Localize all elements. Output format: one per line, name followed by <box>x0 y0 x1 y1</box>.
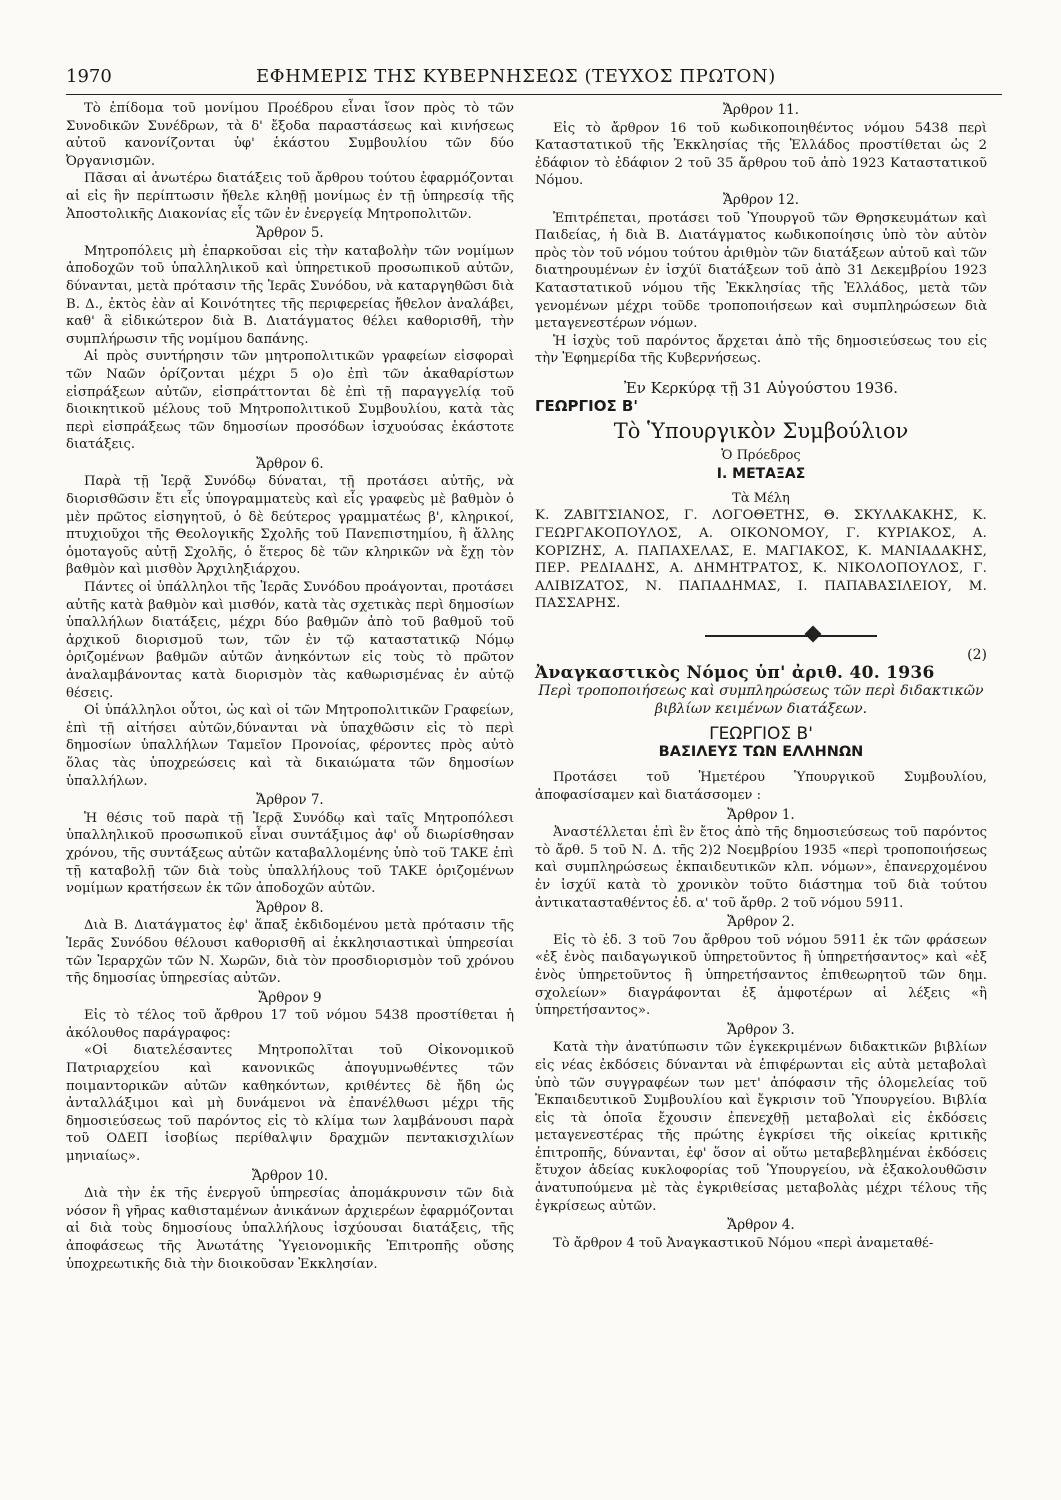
page-header <box>66 64 1002 95</box>
king-signature: ΓΕΩΡΓΙΟΣ Β' <box>535 396 638 415</box>
paragraph: Αἱ πρὸς συντήρησιν τῶν μητροπολιτικῶν γραφείων εἰσφοραὶ τῶν Ναῶν ὁρίζονται μέχρι 5 ο)ο ἐπὶ τῶν ἀκαθαρίστων εἰσπράξεων αὐτῶν, εἰσπράττονται δὲ ἐπὶ τῇ παραγγελίᾳ τοῦ διοικητικοῦ μέλους τοῦ Μητροπολιτικοῦ Συμβουλίου, κατὰ τὰς περὶ εἰσπράξεως τῶν δημοσίων προσόδων ἰσχυούσας ἑκάστοτε διατάξεις. <box>66 349 514 453</box>
article-heading: Ἄρθρον 4. <box>727 1217 795 1234</box>
council-title: Τὸ Ὑπουργικὸν Συμβούλιον <box>613 419 909 444</box>
members-list: Κ. ΖΑΒΙΤΣΙΑΝΟΣ, Γ. ΛΟΓΟΘΕΤΗΣ, Θ. ΣΚΥΛΑΚΑΚΗΣ, Κ. ΓΕΩΡΓΑΚΟΠΟΥΛΟΣ, Α. ΟΙΚΟΝΟΜΟΥ, Γ. ΚΥΡΙΑΚΟΣ, Α. ΚΟΡΙΖΗΣ, Α. ΠΑΠΑΧΕΛΑΣ, Ε. ΜΑΓΙΑΚΟΣ, Κ. ΜΑΝΙΑΔΑΚΗΣ, ΠΕΡ. ΡΕΔΙΑΔΗΣ, Α. ΔΗΜΗΤΡΑΤΟΣ, Κ. ΝΙΚΟΛΟΠΟΥΛΟΣ, Γ. ΑΛΙΒΙΖΑΤΟΣ, Ν. ΠΑΠΑΔΗΜΑΣ, Ι. ΠΑΠΑΒΑΣΙΛΕΙΟΥ, Μ. ΠΑΣΣΑΡΗΣ. <box>535 508 987 612</box>
paragraph: Πᾶσαι αἱ ἀνωτέρω διατάξεις τοῦ ἄρθρου τούτου ἐφαρμόζονται αἱ εἰς ἣν περίπτωσιν ἤθελε κληθῇ μονίμως ἐν τῇ ὑπηρεσίᾳ τῆς Ἀποστολικῆς Διακονίας εἷς τῶν ἐν ἐνεργείᾳ Μητροπολιτῶν. <box>66 171 514 222</box>
right-column <box>535 100 987 1252</box>
paragraph: Διὰ Β. Διατάγματος ἐφ' ἅπαξ ἐκδιδομένου μετὰ πρότασιν τῆς Ἱερᾶς Συνόδου θέλουσι καθορισθῆ αἱ ἐκκλησιαστικαὶ ὑπηρεσίαι τῶν Ἱεραρχῶν τῶν Ν. Χωρῶν, διὰ τὸν προσδιορισμὸν τοῦ χρόνου τῆς δημοσίας ὑπηρεσίας αὐτῶν. <box>66 918 514 987</box>
article-heading: Ἄρθρον 12. <box>722 191 799 208</box>
president-label: Ὁ Πρόεδρος <box>721 447 801 463</box>
paragraph: Εἰς τὸ τέλος τοῦ ἄρθρου 17 τοῦ νόμου 5438 προστίθεται ἡ ἀκόλουθος παράγραφος: <box>66 1008 514 1041</box>
paragraph: Οἱ ὑπάλληλοι οὗτοι, ὡς καὶ οἱ τῶν Μητροπολιτικῶν Γραφείων, ἐπὶ τῇ αἰτήσει αὐτῶν,δύνανται νὰ ὑπαχθῶσιν εἰς τὸ περὶ δημοσίων ὑπαλλήλων Ταμεῖον Προνοίας, φέροντες πρὸς αὐτὸ ὅλας τὰς ὑποχρεώσεις καὶ τὰ δικαιώματα τῶν δημοσίων ὑπαλλήλων. <box>66 703 514 789</box>
king-title: ΒΑΣΙΛΕΥΣ ΤΩΝ ΕΛΛΗΝΩΝ <box>658 743 864 760</box>
article-heading: Ἄρθρον 11. <box>722 102 799 118</box>
paragraph: Παρὰ τῇ Ἱερᾷ Συνόδῳ δύναται, τῇ προτάσει αὐτῆς, νὰ διορισθῶσιν ἔτι εἷς ὑπογραμματεὺς καὶ εἷς γραφεὺς μὲ βαθμὸν ὁ μὲν πρῶτος εἰσηγητοῦ, ὁ δὲ δεύτερος γραμματέως β', κληρικοί, πτυχιοῦχοι τῆς Θεολογικῆς Σχολῆς τοῦ Πανεπιστημίου, ἢ ἄλλης ὁμοταγοῦς αὐτῇ Σχολῆς, ὁ ἕτερος δὲ τῶν κληρικῶν νὰ ἔχῃ τὸν βαθμὸν καὶ μισθὸν Ἀρχιληξιάρχου. <box>66 474 514 578</box>
paragraph: Διὰ τὴν ἐκ τῆς ἐνεργοῦ ὑπηρεσίας ἀπομάκρυνσιν τῶν διὰ νόσον ἢ γῆρας καθισταμένων ἀνικάνων ἀρχιερέων ἐφαρμόζονται αἱ διὰ τοὺς δημοσίους ὑπαλλήλους ἰσχύουσαι διατάξεις, τῆς ἀποφάσεως τῆς Ἀνωτάτης Ὑγειονομικῆς Ἐπιτροπῆς οὔσης ὑποχρεωτικῆς διὰ τὴν διοικοῦσαν Ἐκκλησίαν. <box>66 1186 514 1272</box>
page-number: 1970 <box>66 66 112 87</box>
paragraph: Μητροπόλεις μὴ ἐπαρκοῦσαι εἰς τὴν καταβολὴν τῶν νομίμων ἀποδοχῶν τοῦ ὑπαλληλικοῦ καὶ ὑπηρετικοῦ προσωπικοῦ αὐτῶν, δύνανται, μετὰ πρότασιν τῆς Ἱερᾶς Συνόδου, νὰ καταργηθῶσι διὰ Β. Δ., ἐκτὸς ἐὰν αἱ Κοινότητες τῆς περιφερείας ἤθελον ἀναλάβει, καθ' ἃ εἰδικώτερον διὰ Β. Διατάγματος θέλει καθορισθῆ, τὴν συμπλήρωσιν τῆς νομίμου δαπάνης. <box>66 243 514 347</box>
article-heading: Ἄρθρον 3. <box>727 1021 795 1038</box>
law-title: Ἀναγκαστικὸς Νόμος ὑπ' ἀριθ. 40. 1936 <box>535 662 935 683</box>
place-date: Ἐν Κερκύρᾳ τῇ 31 Αὐγούστου 1936. <box>623 378 899 397</box>
law-sequence-number: (2) <box>967 647 987 664</box>
paragraph: Προτάσει τοῦ Ἡμετέρου Ὑπουργικοῦ Συμβουλίου, ἀποφασίσαμεν καὶ διατάσσομεν : <box>535 770 987 803</box>
diamond-ornament-icon <box>805 626 822 643</box>
king-heading: ΓΕΩΡΓΙΟΣ Β' <box>709 724 813 745</box>
paragraph: Κατὰ τὴν ἀνατύπωσιν τῶν ἐγκεκριμένων διδακτικῶν βιβλίων εἰς νέας ἐκδόσεις δύνανται νὰ ἐπιφέρωνται εἰς αὐτὰ μεταβολαὶ ὑπὸ τῶν συγγραφέων των μετ' ἀπόφασιν τῆς ὁλομελείας τοῦ Ἐκπαιδευτικοῦ Συμβουλίου καὶ ἔγκρισιν τοῦ Ὑπουργείου. Βιβλία εἰς τὰ ὁποῖα ἔχουσιν ἐπενεχθῇ μεταβολαὶ εἰς ἐκδόσεις μεταγενεστέρας τῆς πρώτης ἐγκρίσει τῆς οἰκείας κριτικῆς ἐπιτροπῆς, δύνανται, ἐφ' ὅσον αἱ οὕτω μεταβεβλημέναι ἐκδόσεις ἔτυχον ἀδείας κυκλοφορίας τοῦ Ὑπουργείου, νὰ ἐξακολουθῶσιν ἀνατυπούμενα μὲ τὰς ἐγκριθείσας μεταβολὰς μέχρι τέλους τῆς ἐγκρίσεως αὐτῶν. <box>535 1040 987 1214</box>
paragraph: Ἀναστέλλεται ἐπὶ ἓν ἔτος ἀπὸ τῆς δημοσιεύσεως τοῦ παρόντος τὸ ἄρθ. 5 τοῦ Ν. Δ. τῆς 2)2 Νοεμβρίου 1935 «περὶ τροποποιήσεως καὶ συμπληρώσεως ἐκπαιδευτικῶν κλπ. νόμων», ἐπανερχομένου ἐν ἰσχύϊ κατὰ τὸ χρονικὸν τοῦτο διάστημα τοῦ διὰ τούτου ἀντικατασταθέντος ἐδ. α' τοῦ ἄρθρ. 2 τοῦ νόμου 5911. <box>535 825 987 911</box>
article-heading: Ἄρθρον 2. <box>727 914 795 931</box>
article-heading: Ἄρθρον 6. <box>256 455 324 472</box>
law-subtitle: Περὶ τροποποιήσεως καὶ συμπληρώσεως τῶν περὶ διδακτικῶν βιβλίων κειμένων διατάξεων. <box>538 683 984 718</box>
left-column <box>66 100 514 1273</box>
paragraph: Τὸ ἐπίδομα τοῦ μονίμου Προέδρου εἶναι ἴσον πρὸς τὸ τῶν Συνοδικῶν Συνέδρων, τὰ δ' ἔξοδα παραστάσεως καὶ κινήσεως αὐτοῦ κανονίζονται ὑφ' ἑκάστου Συμβουλίου τῶν δύο Ὀργανισμῶν. <box>66 101 514 169</box>
president-name: Ι. ΜΕΤΑΞΑΣ <box>716 466 806 483</box>
article-heading: Ἄρθρον 5. <box>256 225 324 242</box>
paragraph: Εἰς τὸ ἐδ. 3 τοῦ 7ου ἄρθρου τοῦ νόμου 5911 ἐκ τῶν φράσεων «ἐξ ἑνὸς παιδαγωγικοῦ ὑπηρετοῦντος ἢ ὑπηρετήσαντος» καὶ «ἐξ ἑνὸς ὑπηρετοῦντος ἢ ὑπηρετήσαντος ἐπιθεωρητοῦ τῶν δημ. σχολείων» διαγράφονται ἐξ ἀμφοτέρων αἱ λέξεις «ἢ ὑπηρετήσαντος». <box>535 932 987 1019</box>
paragraph: Εἰς τὸ ἄρθρον 16 τοῦ κωδικοποιηθέντος νόμου 5438 περὶ Καταστατικοῦ τῆς Ἐκκλησίας τῆς Ἑλλάδος προστίθεται ὡς 2 ἐδάφιον τὸ ἐδάφιον 2 τοῦ 35 ἄρθρου τοῦ ἀπὸ 1923 Καταστατικοῦ Νόμου. <box>535 120 987 189</box>
paragraph: Ἡ θέσις τοῦ παρὰ τῇ Ἱερᾷ Συνόδῳ καὶ ταῖς Μητροπόλεσι ὑπαλληλικοῦ προσωπικοῦ εἶναι συντάξιμος ἀφ' οὗ διωρίσθησαν χρόνου, τῆς συντάξεως αὐτῶν καταβαλλομένης ὑπὸ τοῦ ΤΑΚΕ ἐπὶ τῇ καταβολῇ τῶν διὰ τοὺς ὑπαλλήλους τοῦ ΤΑΚΕ ὁριζομένων νομίμων κρατήσεων ἐκ τῶν ἀποδοχῶν αὐτῶν. <box>66 810 514 897</box>
article-heading: Ἄρθρον 9 <box>258 989 322 1006</box>
paragraph: Τὸ ἄρθρον 4 τοῦ Ἀναγκαστικοῦ Νόμου «περὶ ἀναμεταθέ- <box>553 1235 934 1251</box>
gazette-title: ΕΦΗΜΕΡΙΣ ΤΗΣ ΚΥΒΕΡΝΗΣΕΩΣ (ΤΕΥΧΟΣ ΠΡΩΤΟΝ) <box>256 66 776 87</box>
divider-line <box>705 635 877 637</box>
article-heading: Ἄρθρον 10. <box>251 1167 328 1184</box>
paragraph: Πάντες οἱ ὑπάλληλοι τῆς Ἱερᾶς Συνόδου προάγονται, προτάσει αὐτῆς κατὰ βαθμὸν καὶ μισθόν, κατὰ τὰς σχετικὰς περὶ δημοσίων ὑπαλλήλων διατάξεις, μέχρι δύο βαθμῶν ἀπὸ τοῦ βαθμοῦ τοῦ ἀρχικοῦ διορισμοῦ των, τῶν ἐν τῷ καταστατικῷ Νόμῳ ὁριζομένων βαθμῶν αὐτῶν ἀνηκόντων εἰς τοὺς τὸ πρῶτον ἀναλαμβάνοντας κατὰ διορισμὸν τὰς καθωρισμένας ἐν αὐτῷ θέσεις. <box>66 580 514 701</box>
paragraph: «Οἱ διατελέσαντες Μητροπολῖται τοῦ Οἰκονομικοῦ Πατριαρχείου καὶ κανονικῶς ἀπογυμνωθέντες τῶν ποιμαντορικῶν αὐτῶν καθηκόντων, κριθέντες δὲ ἤδη ὡς ἀνταλλάξιμοι καὶ μὴ δυνάμενοι νὰ ἐπανέλθωσι μέχρι τῆς δημοσιεύσεως τοῦ παρόντος εἰς τὸ κλίμα των λαμβάνουσι παρὰ τοῦ ΟΔΕΠ ἰσοβίως περίθαλψιν δραχμῶν πεντακισχιλίων μηνιαίως». <box>66 1043 514 1165</box>
article-heading: Ἄρθρον 1. <box>727 806 795 823</box>
article-heading: Ἄρθρον 7. <box>256 792 324 809</box>
article-heading: Ἄρθρον 8. <box>256 899 324 916</box>
paragraph: Ἡ ἰσχὺς τοῦ παρόντος ἄρχεται ἀπὸ τῆς δημοσιεύσεως του εἰς τὴν Ἐφημερίδα τῆς Κυβερνήσεως. <box>535 333 987 367</box>
section-divider <box>535 619 987 655</box>
paragraph: Ἐπιτρέπεται, προτάσει τοῦ Ὑπουργοῦ τῶν Θρησκευμάτων καὶ Παιδείας, ἡ διὰ Β. Διατάγματος κωδικοποίησις ὑπὸ τὸν αὐτὸν πρὸς τὸν τοῦ νόμου τούτου ἀριθμὸν τῶν διατάξεων αὐτοῦ καὶ τῶν διατηρουμένων ἐν ἰσχύϊ διατάξεων τοῦ ἀπὸ 31 Δεκεμβρίου 1923 Καταστατικοῦ νόμου τῆς Ἐκκλησίας τῆς Ἑλλάδος, μετὰ τῶν γενομένων μέχρι τοῦδε τροποποιήσεων καὶ συμπληρώσεων διὰ μεταγενεστέρων νόμων. <box>535 210 987 332</box>
members-label: Τὰ Μέλη <box>732 490 790 506</box>
